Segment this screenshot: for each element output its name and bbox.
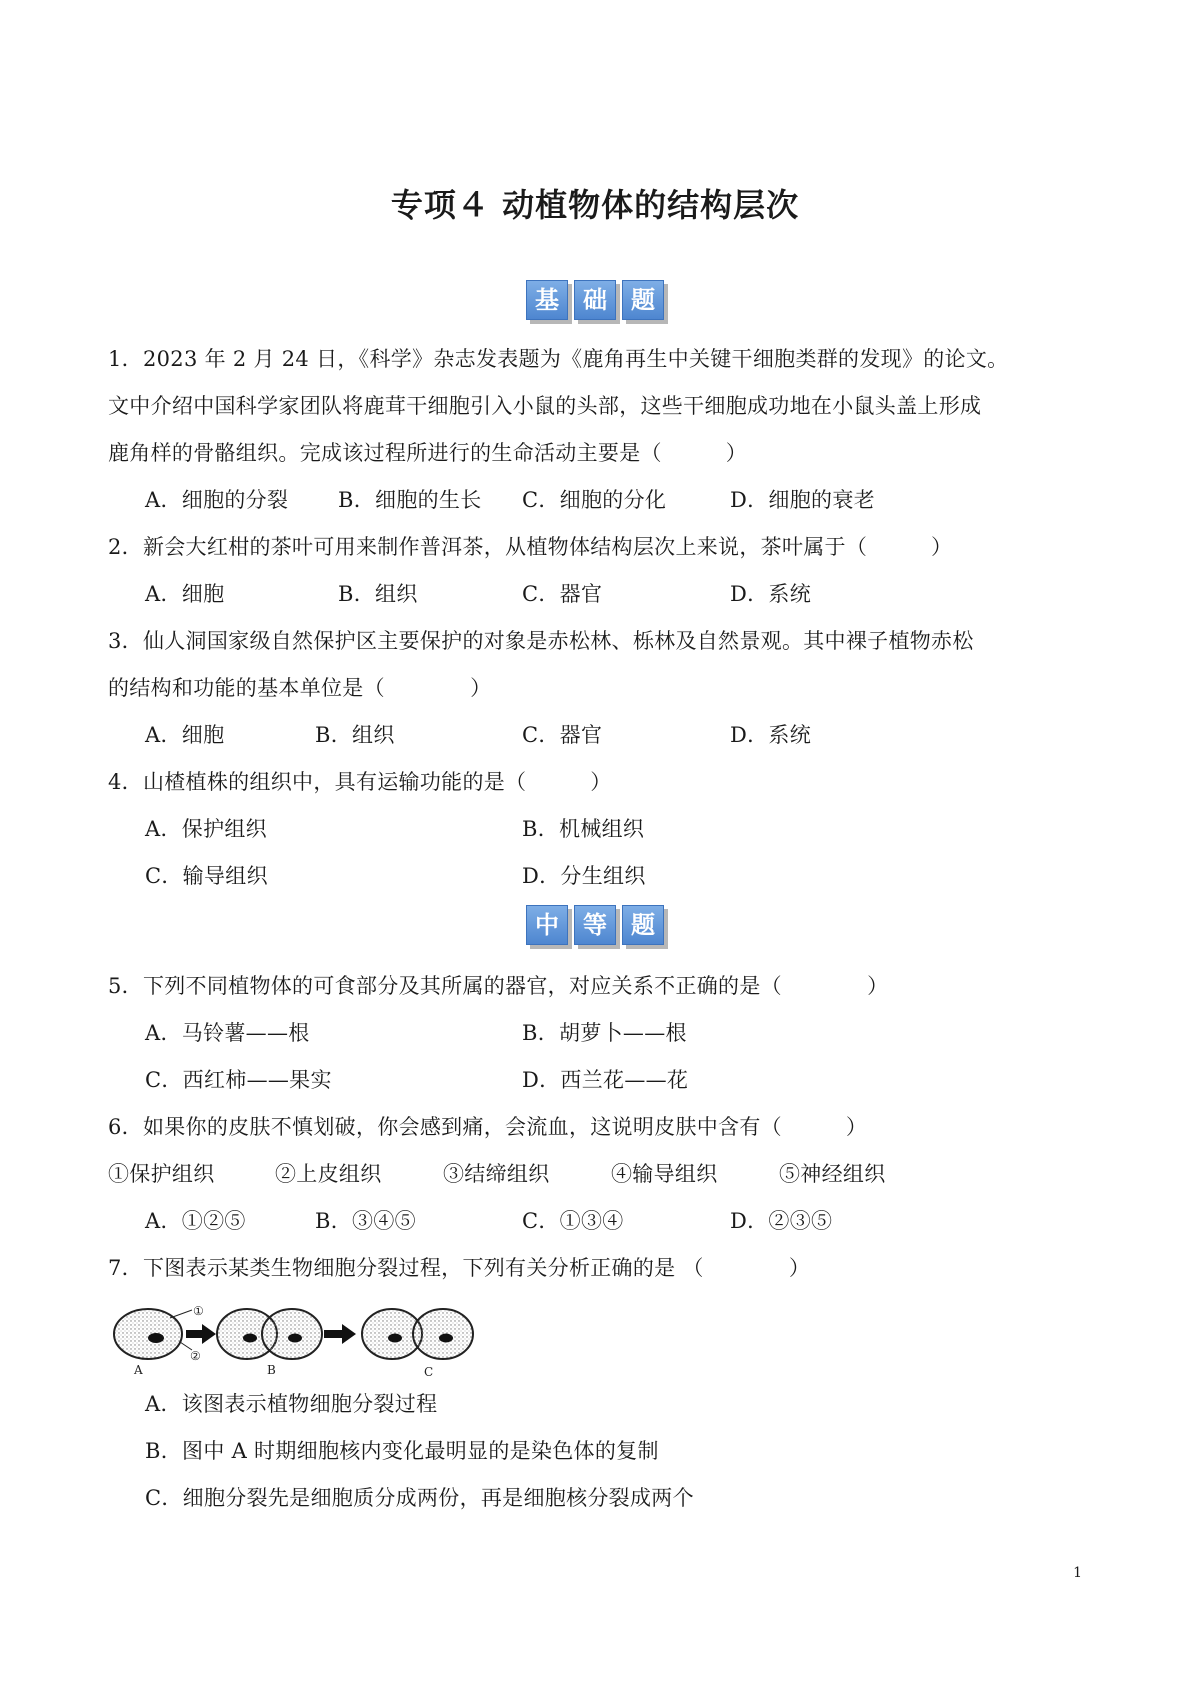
- q5-option-d: D．西兰花——花: [522, 1068, 689, 1092]
- q7-option-b: B．图中 A 时期细胞核内变化最明显的是染色体的复制: [145, 1439, 659, 1463]
- label-c: C: [424, 1365, 434, 1376]
- q6-item-2: ②上皮组织: [275, 1162, 382, 1186]
- section-char: 中: [526, 905, 568, 945]
- page-title: 专项４ 动植物体的结构层次: [390, 186, 800, 224]
- q3-option-a: A．细胞: [145, 723, 225, 747]
- q6-item-1: ①保护组织: [108, 1162, 215, 1186]
- question-3-line-1: 3．仙人洞国家级自然保护区主要保护的对象是赤松林、栎林及自然景观。其中裸子植物赤松: [108, 629, 974, 653]
- q4-option-d: D．分生组织: [522, 864, 646, 888]
- q6-option-c: C．①③④: [522, 1209, 624, 1233]
- section-char: 基: [526, 280, 568, 320]
- section-char: 题: [622, 905, 664, 945]
- arrow-icon: [324, 1324, 356, 1344]
- question-6-line-1: 6．如果你的皮肤不慎划破，你会感到痛，会流血，这说明皮肤中含有（ ）: [108, 1115, 868, 1139]
- section-medium-banner: [0, 905, 1190, 945]
- cell-division-figure: [110, 1296, 490, 1376]
- q4-option-b: B．机械组织: [522, 817, 645, 841]
- question-1-line-1: 1．2023 年 2 月 24 日，《科学》杂志发表题为《鹿角再生中关键干细胞类群的发现》的论文。: [108, 347, 1009, 371]
- section-char: 础: [574, 280, 616, 320]
- q1-option-d: D．细胞的衰老: [730, 488, 875, 512]
- q6-option-a: A．①②⑤: [145, 1209, 246, 1233]
- q7-option-a: A．该图表示植物细胞分裂过程: [145, 1392, 438, 1416]
- q1-option-b: B．细胞的生长: [338, 488, 482, 512]
- q2-option-d: D．系统: [730, 582, 812, 606]
- question-7-line-1: 7．下图表示某类生物细胞分裂过程，下列有关分析正确的是 （ ）: [108, 1256, 811, 1280]
- q5-option-a: A．马铃薯——根: [145, 1021, 310, 1045]
- question-3-line-2: 的结构和功能的基本单位是（ ）: [108, 676, 492, 700]
- q4-option-a: A．保护组织: [145, 817, 267, 841]
- q3-option-c: C．器官: [522, 723, 603, 747]
- cell-b: [217, 1309, 322, 1359]
- question-1-line-2: 文中介绍中国科学家团队将鹿茸干细胞引入小鼠的头部，这些干细胞成功地在小鼠头盖上形成: [108, 394, 982, 418]
- q4-option-c: C．输导组织: [145, 864, 268, 888]
- q5-option-c: C．西红柿——果实: [145, 1068, 332, 1092]
- q2-option-c: C．器官: [522, 582, 603, 606]
- q2-option-a: A．细胞: [145, 582, 225, 606]
- q1-option-a: A．细胞的分裂: [145, 488, 289, 512]
- marker-2: ②: [190, 1349, 201, 1363]
- cell-a: [114, 1309, 182, 1359]
- question-1-line-3: 鹿角样的骨骼组织。完成该过程所进行的生命活动主要是（ ）: [108, 441, 747, 465]
- q6-item-5: ⑤神经组织: [779, 1162, 886, 1186]
- q5-option-b: B．胡萝卜——根: [522, 1021, 687, 1045]
- q6-item-3: ③结缔组织: [443, 1162, 550, 1186]
- page-number: 1: [1073, 1565, 1082, 1581]
- q3-option-d: D．系统: [730, 723, 812, 747]
- section-char: 题: [622, 280, 664, 320]
- q1-option-c: C．细胞的分化: [522, 488, 667, 512]
- cell-c: [362, 1309, 473, 1359]
- label-a: A: [134, 1363, 143, 1376]
- q7-option-c: C．细胞分裂先是细胞质分成两份，再是细胞核分裂成两个: [145, 1486, 694, 1510]
- q6-option-d: D．②③⑤: [730, 1209, 833, 1233]
- q2-option-b: B．组织: [338, 582, 418, 606]
- question-5-line-1: 5．下列不同植物体的可食部分及其所属的器官，对应关系不正确的是（ ）: [108, 974, 889, 998]
- q6-option-b: B．③④⑤: [315, 1209, 416, 1233]
- marker-1: ①: [193, 1304, 204, 1318]
- label-b: B: [267, 1363, 276, 1376]
- q6-item-4: ④输导组织: [611, 1162, 718, 1186]
- arrow-icon: [186, 1324, 216, 1344]
- question-2-line-1: 2．新会大红柑的茶叶可用来制作普洱茶，从植物体结构层次上来说，茶叶属于（ ）: [108, 535, 953, 559]
- section-char: 等: [574, 905, 616, 945]
- question-4-line-1: 4．山楂植株的组织中，具有运输功能的是（ ）: [108, 770, 612, 794]
- section-basic-banner: [0, 280, 1190, 320]
- q3-option-b: B．组织: [315, 723, 395, 747]
